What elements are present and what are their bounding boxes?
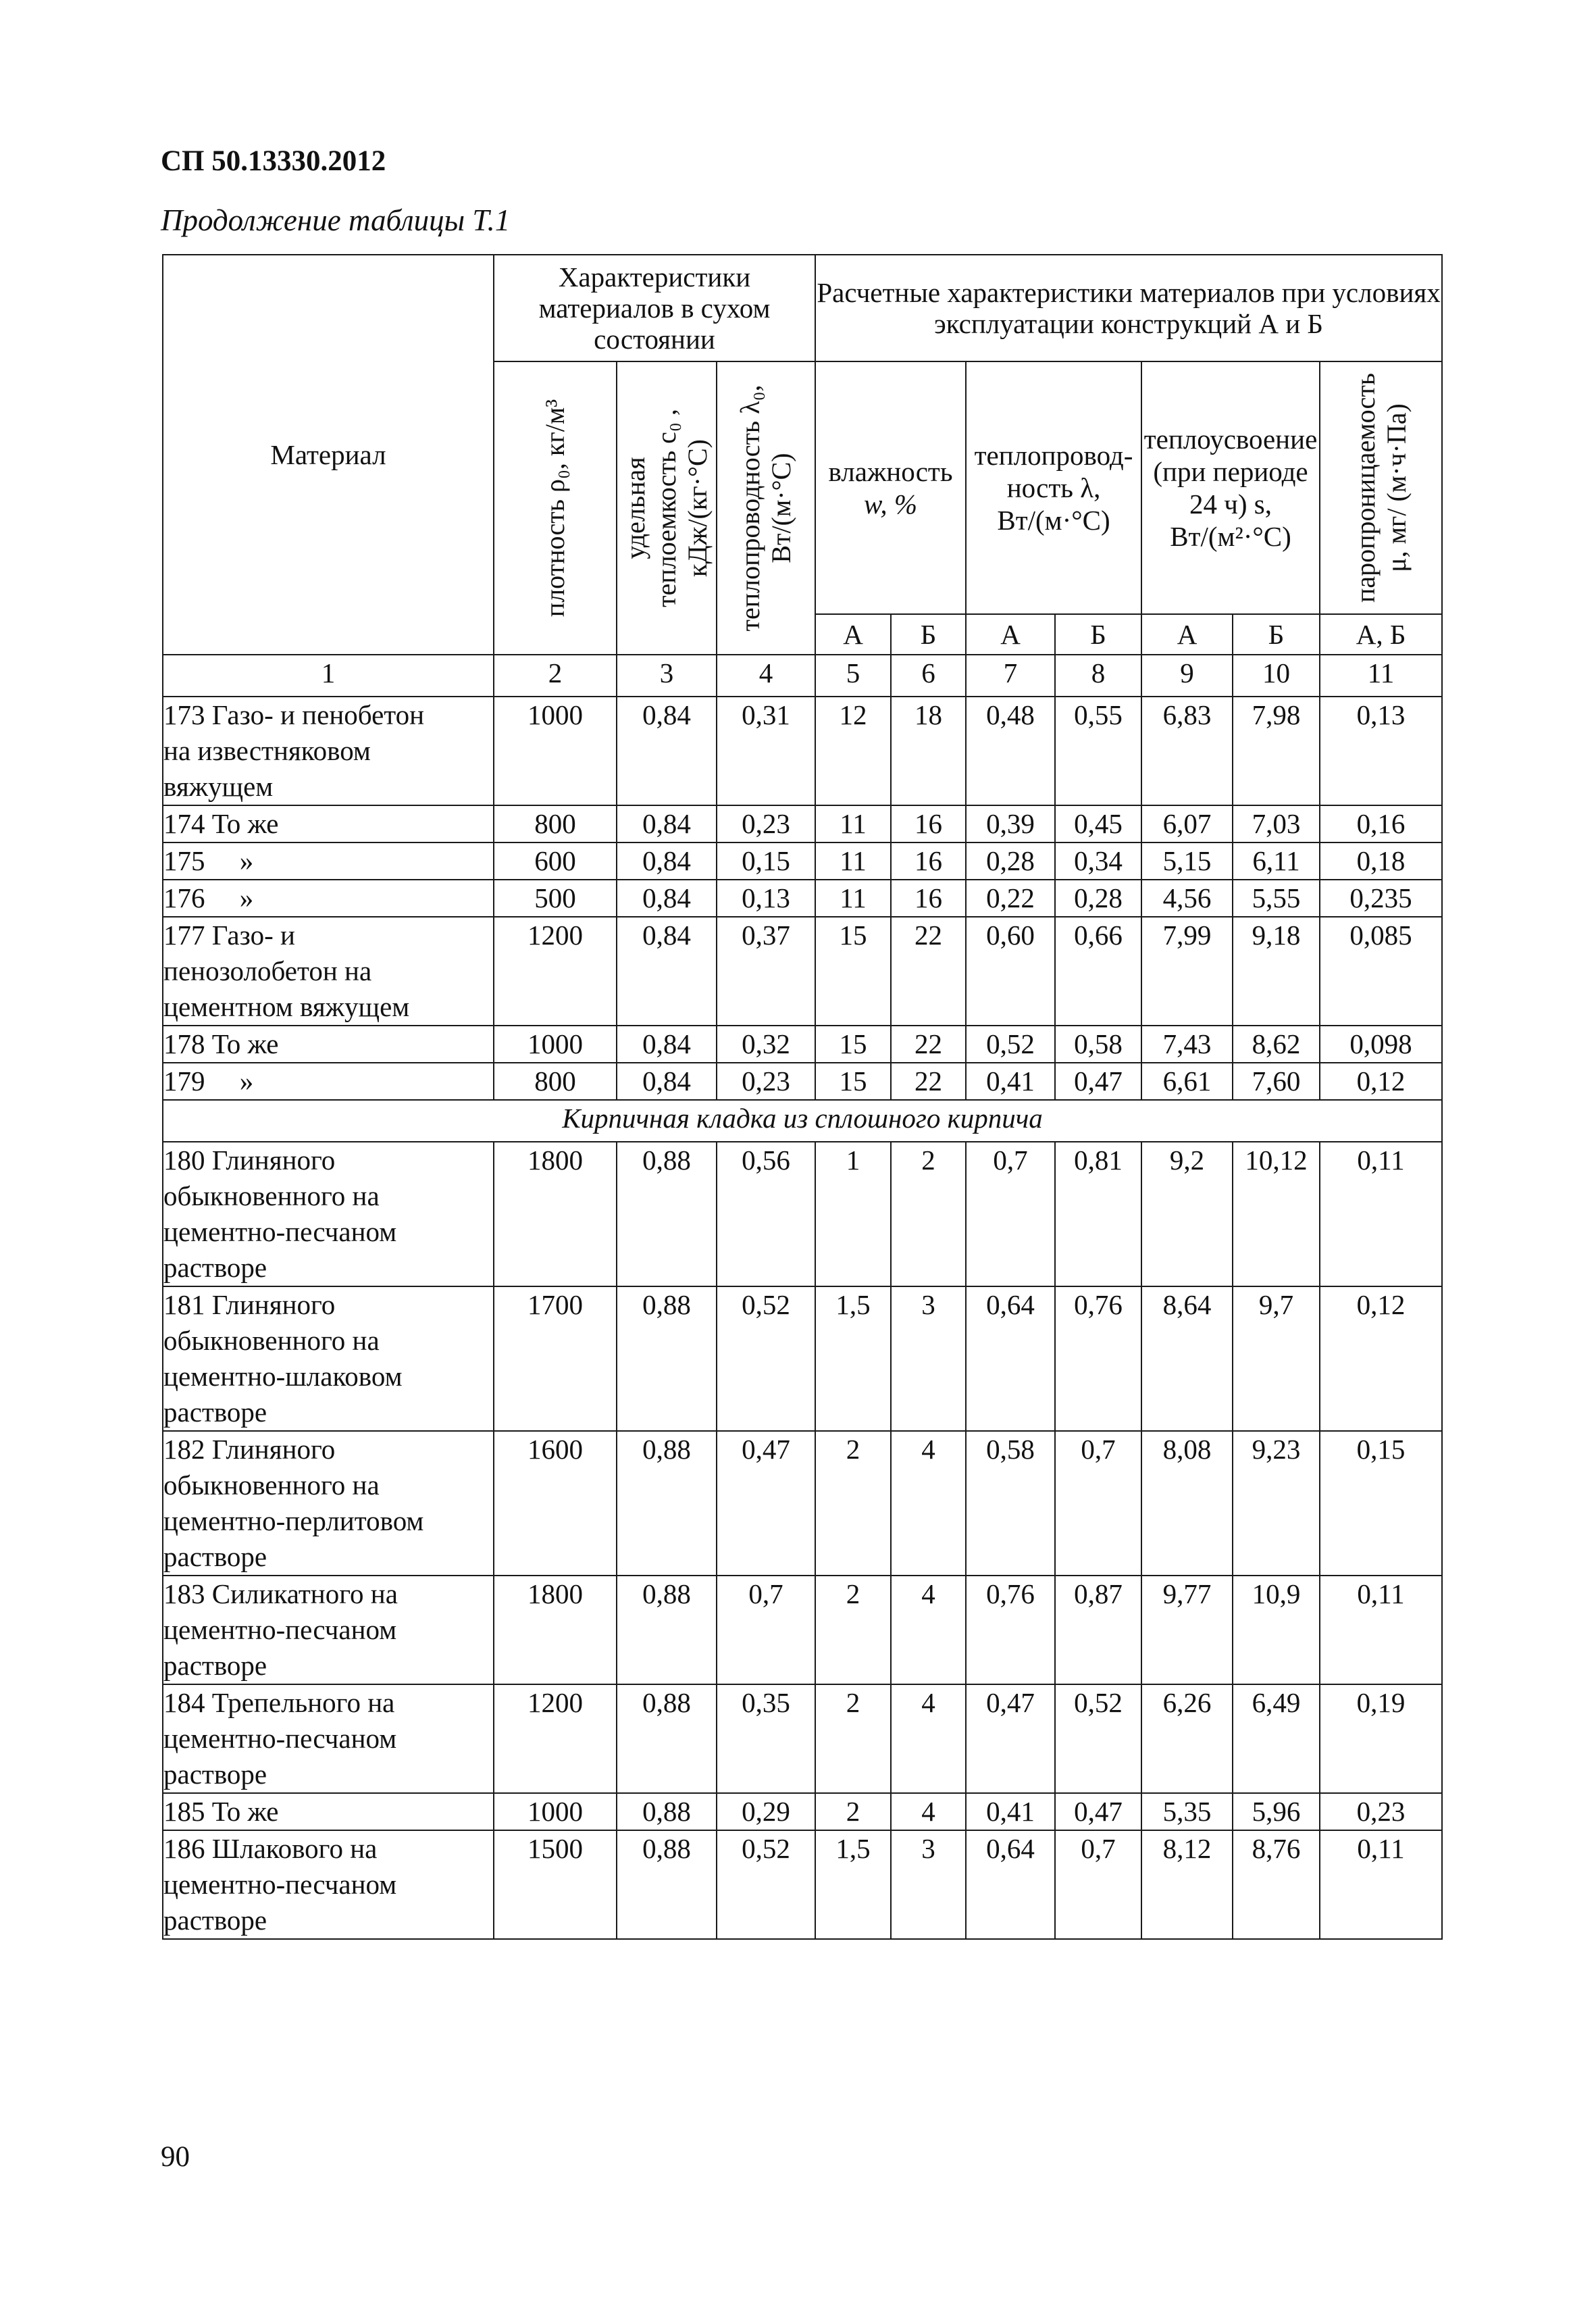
value-cell: 9,18	[1233, 917, 1320, 1026]
material-cell	[163, 1142, 494, 1286]
section-title: Кирпичная кладка из сплошного кирпича	[163, 1100, 1442, 1142]
value-cell: 6,26	[1141, 1684, 1233, 1793]
column-number: 5	[815, 655, 891, 697]
value-cell: 0,39	[966, 805, 1055, 842]
value-cell: 15	[815, 1026, 891, 1063]
value-cell: 0,32	[717, 1026, 815, 1063]
header-vapor-line1: паропроницаемость	[1349, 372, 1381, 603]
value-cell: 0,19	[1320, 1684, 1442, 1793]
material-cell	[163, 805, 494, 842]
value-cell: 1200	[494, 1684, 617, 1793]
value-cell: 10,9	[1233, 1576, 1320, 1684]
material-line: 185 То же	[163, 1796, 279, 1827]
value-cell: 22	[891, 917, 966, 1026]
header-conductivity-line1: теплопровод-	[974, 440, 1133, 471]
value-cell: 0,52	[1055, 1684, 1141, 1793]
value-cell: 0,84	[617, 1026, 717, 1063]
value-cell: 0,15	[717, 842, 815, 880]
value-cell: 8,64	[1141, 1286, 1233, 1431]
value-cell: 6,61	[1141, 1063, 1233, 1100]
header-assimilation-line4: Вт/(м²·°С)	[1170, 521, 1291, 552]
material-cell	[163, 917, 494, 1026]
material-line: цементно-песчаном	[163, 1216, 397, 1247]
value-cell: 15	[815, 917, 891, 1026]
value-cell: 0,31	[717, 697, 815, 805]
material-cell	[163, 1286, 494, 1431]
material-line: 177 Газо- и	[163, 920, 295, 951]
material-line: обыкновенного на	[163, 1180, 380, 1211]
table-row	[163, 1684, 1442, 1793]
value-cell: 6,49	[1233, 1684, 1320, 1793]
header-assimilation-a: А	[1141, 614, 1233, 655]
value-cell: 0,45	[1055, 805, 1141, 842]
value-cell: 10,12	[1233, 1142, 1320, 1286]
value-cell: 0,13	[717, 880, 815, 917]
material-line: 174 То же	[163, 808, 279, 839]
value-cell: 9,23	[1233, 1431, 1320, 1576]
material-line: цементно-перлитовом	[163, 1505, 424, 1536]
header-vapor-ab: А, Б	[1320, 614, 1442, 655]
value-cell: 0,52	[717, 1830, 815, 1939]
material-cell	[163, 1063, 494, 1100]
value-cell: 5,35	[1141, 1793, 1233, 1830]
header-humidity	[815, 361, 966, 614]
value-cell: 0,11	[1320, 1830, 1442, 1939]
value-cell: 0,84	[617, 697, 717, 805]
value-cell: 11	[815, 805, 891, 842]
header-heat-capacity-text	[620, 409, 713, 607]
header-conductivity-line2: ность λ,	[1006, 472, 1101, 503]
table-row	[163, 1431, 1442, 1576]
material-cell	[163, 880, 494, 917]
value-cell: 0,88	[617, 1431, 717, 1576]
value-cell: 1200	[494, 917, 617, 1026]
value-cell: 0,64	[966, 1286, 1055, 1431]
material-line: вяжущем	[163, 771, 274, 802]
value-cell: 4	[891, 1576, 966, 1684]
material-line: 182 Глиняного	[163, 1434, 336, 1465]
value-cell: 7,99	[1141, 917, 1233, 1026]
material-line: цементно-песчаном	[163, 1869, 397, 1900]
value-cell: 0,12	[1320, 1286, 1442, 1431]
table-row	[163, 917, 1442, 1026]
material-line: цементно-песчаном	[163, 1723, 397, 1754]
value-cell: 0,085	[1320, 917, 1442, 1026]
value-cell: 0,28	[1055, 880, 1141, 917]
value-cell: 3	[891, 1830, 966, 1939]
table-row	[163, 1793, 1442, 1830]
material-line: растворе	[163, 1252, 267, 1283]
material-line: 175 »	[163, 845, 254, 876]
material-cell	[163, 1793, 494, 1830]
column-number: 2	[494, 655, 617, 697]
table-row	[163, 697, 1442, 805]
table-row	[163, 1576, 1442, 1684]
value-cell: 0,35	[717, 1684, 815, 1793]
material-line: растворе	[163, 1905, 267, 1936]
value-cell: 11	[815, 842, 891, 880]
material-line: 183 Силикатного на	[163, 1578, 398, 1609]
page-number: 90	[161, 2141, 190, 2173]
header-heat-capacity-line3: кДж/(кг·°С)	[682, 439, 713, 577]
value-cell: 2	[815, 1431, 891, 1576]
value-cell: 0,47	[1055, 1793, 1141, 1830]
material-line: растворе	[163, 1650, 267, 1681]
value-cell: 0,7	[1055, 1431, 1141, 1576]
value-cell: 0,87	[1055, 1576, 1141, 1684]
value-cell: 0,84	[617, 1063, 717, 1100]
value-cell: 0,098	[1320, 1026, 1442, 1063]
material-line: цементном вяжущем	[163, 991, 410, 1022]
value-cell: 1000	[494, 1026, 617, 1063]
value-cell: 6,83	[1141, 697, 1233, 805]
header-humidity-line1: влажность	[828, 456, 953, 487]
material-line: 176 »	[163, 882, 254, 913]
value-cell: 5,55	[1233, 880, 1320, 917]
material-line: растворе	[163, 1397, 267, 1428]
material-line: 179 »	[163, 1065, 254, 1097]
value-cell: 0,88	[617, 1286, 717, 1431]
value-cell: 7,60	[1233, 1063, 1320, 1100]
column-number: 11	[1320, 655, 1442, 697]
value-cell: 4,56	[1141, 880, 1233, 917]
value-cell: 0,12	[1320, 1063, 1442, 1100]
value-cell: 500	[494, 880, 617, 917]
table-caption: Продолжение таблицы Т.1	[161, 203, 511, 237]
material-line: обыкновенного на	[163, 1469, 380, 1501]
header-assimilation-b: Б	[1233, 614, 1320, 655]
material-line: 181 Глиняного	[163, 1289, 336, 1320]
value-cell: 0,81	[1055, 1142, 1141, 1286]
header-material: Материал	[163, 255, 494, 655]
value-cell: 0,48	[966, 697, 1055, 805]
header-conductivity-b: Б	[1055, 614, 1141, 655]
header-humidity-line2: w, %	[864, 488, 917, 520]
header-row-groups	[163, 255, 1442, 361]
material-cell	[163, 1576, 494, 1684]
value-cell: 0,11	[1320, 1576, 1442, 1684]
value-cell: 0,58	[1055, 1026, 1141, 1063]
header-conductivity-a: А	[966, 614, 1055, 655]
value-cell: 15	[815, 1063, 891, 1100]
value-cell: 0,18	[1320, 842, 1442, 880]
value-cell: 600	[494, 842, 617, 880]
value-cell: 0,60	[966, 917, 1055, 1026]
value-cell: 12	[815, 697, 891, 805]
value-cell: 9,2	[1141, 1142, 1233, 1286]
column-number: 1	[163, 655, 494, 697]
value-cell: 0,76	[1055, 1286, 1141, 1431]
materials-table	[162, 254, 1443, 1940]
material-line: 184 Трепельного на	[163, 1687, 395, 1718]
value-cell: 6,11	[1233, 842, 1320, 880]
value-cell: 0,22	[966, 880, 1055, 917]
value-cell: 2	[891, 1142, 966, 1286]
material-cell	[163, 1026, 494, 1063]
material-line: цементно-шлаковом	[163, 1361, 403, 1392]
table-row	[163, 1063, 1442, 1100]
value-cell: 1500	[494, 1830, 617, 1939]
value-cell: 0,16	[1320, 805, 1442, 842]
header-vapor-text	[1350, 373, 1412, 603]
value-cell: 1700	[494, 1286, 617, 1431]
material-line: 186 Шлакового на	[163, 1833, 378, 1864]
value-cell: 4	[891, 1793, 966, 1830]
value-cell: 1000	[494, 697, 617, 805]
header-conductivity-line3: Вт/(м·°С)	[997, 505, 1110, 536]
value-cell: 0,88	[617, 1142, 717, 1286]
material-cell	[163, 842, 494, 880]
value-cell: 0,84	[617, 880, 717, 917]
value-cell: 7,98	[1233, 697, 1320, 805]
value-cell: 0,52	[966, 1026, 1055, 1063]
table-row	[163, 1142, 1442, 1286]
column-number: 7	[966, 655, 1055, 697]
value-cell: 1800	[494, 1142, 617, 1286]
value-cell: 0,88	[617, 1830, 717, 1939]
value-cell: 0,58	[966, 1431, 1055, 1576]
value-cell: 1000	[494, 1793, 617, 1830]
header-density	[494, 361, 617, 655]
table-row	[163, 842, 1442, 880]
value-cell: 0,7	[966, 1142, 1055, 1286]
value-cell: 0,64	[966, 1830, 1055, 1939]
table-row	[163, 1026, 1442, 1063]
value-cell: 0,15	[1320, 1431, 1442, 1576]
material-cell	[163, 1431, 494, 1576]
value-cell: 0,55	[1055, 697, 1141, 805]
header-heat-capacity-line1: удельная	[620, 457, 650, 559]
header-vapor-line2: μ, мг/ (м·ч·Па)	[1381, 403, 1412, 572]
table-row	[163, 1286, 1442, 1431]
value-cell: 7,03	[1233, 805, 1320, 842]
value-cell: 8,62	[1233, 1026, 1320, 1063]
material-line: пенозолобетон на	[163, 955, 372, 986]
header-humidity-a: А	[815, 614, 891, 655]
value-cell: 0,56	[717, 1142, 815, 1286]
value-cell: 5,15	[1141, 842, 1233, 880]
material-line: обыкновенного на	[163, 1325, 380, 1356]
table-body	[163, 697, 1442, 1939]
column-number: 9	[1141, 655, 1233, 697]
value-cell: 18	[891, 697, 966, 805]
value-cell: 4	[891, 1431, 966, 1576]
value-cell: 1800	[494, 1576, 617, 1684]
value-cell: 0,23	[717, 1063, 815, 1100]
value-cell: 800	[494, 805, 617, 842]
column-number: 10	[1233, 655, 1320, 697]
table-row	[163, 1830, 1442, 1939]
header-assimilation-line2: (при периоде	[1153, 456, 1308, 487]
value-cell: 0,84	[617, 917, 717, 1026]
value-cell: 7,43	[1141, 1026, 1233, 1063]
value-cell: 0,47	[717, 1431, 815, 1576]
value-cell: 8,76	[1233, 1830, 1320, 1939]
value-cell: 1,5	[815, 1830, 891, 1939]
header-assimilation-line1: теплоусвоение	[1143, 424, 1318, 455]
material-cell	[163, 1830, 494, 1939]
value-cell: 22	[891, 1026, 966, 1063]
header-conductivity-dry-line1: теплопроводность λ₀,	[735, 384, 765, 632]
header-dry-group: Характеристики материалов в сухом состоянии	[494, 255, 815, 361]
material-line: растворе	[163, 1759, 267, 1790]
material-line: 180 Глиняного	[163, 1145, 336, 1176]
value-cell: 8,12	[1141, 1830, 1233, 1939]
material-cell	[163, 1684, 494, 1793]
material-line: 178 То же	[163, 1028, 279, 1059]
value-cell: 5,96	[1233, 1793, 1320, 1830]
value-cell: 0,52	[717, 1286, 815, 1431]
value-cell: 4	[891, 1684, 966, 1793]
value-cell: 0,34	[1055, 842, 1141, 880]
value-cell: 1600	[494, 1431, 617, 1576]
header-assimilation	[1141, 361, 1320, 614]
value-cell: 2	[815, 1684, 891, 1793]
column-number: 6	[891, 655, 966, 697]
header-conductivity	[966, 361, 1141, 614]
header-density-text: плотность ρ₀, кг/м³	[540, 399, 570, 618]
value-cell: 0,23	[1320, 1793, 1442, 1830]
header-conductivity-dry-line2: Вт/(м·°С)	[766, 453, 796, 563]
value-cell: 0,47	[1055, 1063, 1141, 1100]
value-cell: 0,84	[617, 842, 717, 880]
value-cell: 0,23	[717, 805, 815, 842]
value-cell: 11	[815, 880, 891, 917]
value-cell: 0,11	[1320, 1142, 1442, 1286]
value-cell: 0,7	[717, 1576, 815, 1684]
value-cell: 0,76	[966, 1576, 1055, 1684]
value-cell: 9,77	[1141, 1576, 1233, 1684]
value-cell: 0,235	[1320, 880, 1442, 917]
value-cell: 0,47	[966, 1684, 1055, 1793]
value-cell: 0,7	[1055, 1830, 1141, 1939]
value-cell: 800	[494, 1063, 617, 1100]
value-cell: 16	[891, 842, 966, 880]
value-cell: 0,37	[717, 917, 815, 1026]
value-cell: 2	[815, 1793, 891, 1830]
header-design-group: Расчетные характеристики материалов при условиях эксплуатации конструкций А и Б	[815, 255, 1442, 361]
value-cell: 0,66	[1055, 917, 1141, 1026]
document-code: СП 50.13330.2012	[161, 145, 386, 177]
value-cell: 0,13	[1320, 697, 1442, 805]
section-row	[163, 1100, 1442, 1142]
value-cell: 3	[891, 1286, 966, 1431]
column-number: 3	[617, 655, 717, 697]
value-cell: 0,41	[966, 1063, 1055, 1100]
value-cell: 0,88	[617, 1684, 717, 1793]
material-line: на известняковом	[163, 735, 371, 766]
value-cell: 0,41	[966, 1793, 1055, 1830]
value-cell: 9,7	[1233, 1286, 1320, 1431]
table-row	[163, 805, 1442, 842]
value-cell: 6,07	[1141, 805, 1233, 842]
value-cell: 0,88	[617, 1793, 717, 1830]
header-conductivity-dry-text	[735, 384, 797, 631]
value-cell: 0,84	[617, 805, 717, 842]
header-heat-capacity	[617, 361, 717, 655]
value-cell: 0,29	[717, 1793, 815, 1830]
value-cell: 16	[891, 805, 966, 842]
value-cell: 16	[891, 880, 966, 917]
material-line: растворе	[163, 1541, 267, 1572]
header-humidity-b: Б	[891, 614, 966, 655]
column-number: 4	[717, 655, 815, 697]
material-line: 173 Газо- и пенобетон	[163, 699, 425, 730]
value-cell: 8,08	[1141, 1431, 1233, 1576]
value-cell: 1,5	[815, 1286, 891, 1431]
material-line: цементно-песчаном	[163, 1614, 397, 1645]
header-vapor	[1320, 361, 1442, 614]
material-cell	[163, 697, 494, 805]
header-heat-capacity-line2: теплоемкость c₀ ,	[651, 409, 681, 607]
column-number-row	[163, 655, 1442, 697]
table-row	[163, 880, 1442, 917]
header-conductivity-dry	[717, 361, 815, 655]
value-cell: 2	[815, 1576, 891, 1684]
value-cell: 1	[815, 1142, 891, 1286]
value-cell: 0,88	[617, 1576, 717, 1684]
header-assimilation-line3: 24 ч) s,	[1189, 488, 1272, 520]
value-cell: 0,28	[966, 842, 1055, 880]
value-cell: 22	[891, 1063, 966, 1100]
column-number: 8	[1055, 655, 1141, 697]
